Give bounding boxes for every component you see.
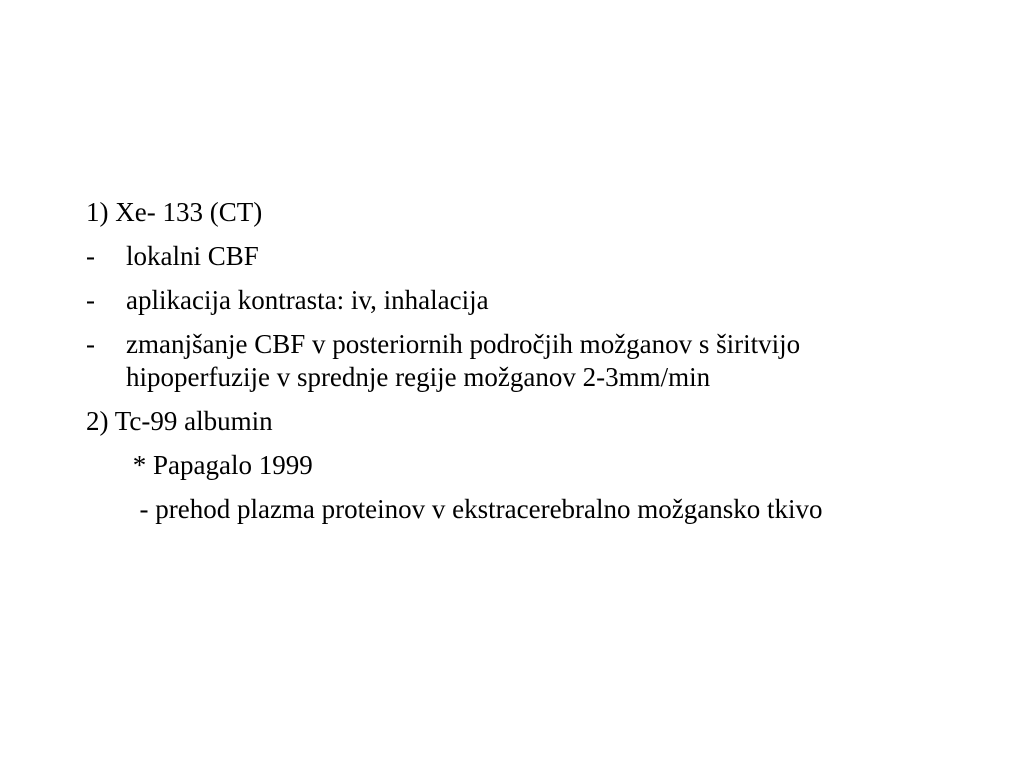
bullet-item-local-cbf [86,240,986,273]
dash-marker: - [86,241,95,271]
bullet-item-contrast-application [86,284,986,317]
sub-item-plasma-proteins [86,493,946,526]
bullet-item-cbf-reduction [86,328,986,394]
dash-marker: - [86,329,95,359]
citation-papagalo: * Papagalo 1999 [126,450,313,480]
bullet-text: zmanjšanje CBF v posteriornih področjih možganov s širitvijo hipoperfuzije v sprednje regije možganov 2-3mm/min [126,329,801,392]
sub-item-text: - prehod plazma proteinov v ekstracerebralno možgansko tkivo [126,494,823,524]
bullet-text: lokalni CBF [126,241,259,271]
bullet-text: aplikacija kontrasta: iv, inhalacija [126,285,489,315]
slide-body [86,196,986,537]
dash-marker: - [86,285,95,315]
numbered-item-xe133: 1) Xe- 133 (CT) [86,197,263,227]
numbered-item-tc99: 2) Tc-99 albumin [86,406,273,436]
